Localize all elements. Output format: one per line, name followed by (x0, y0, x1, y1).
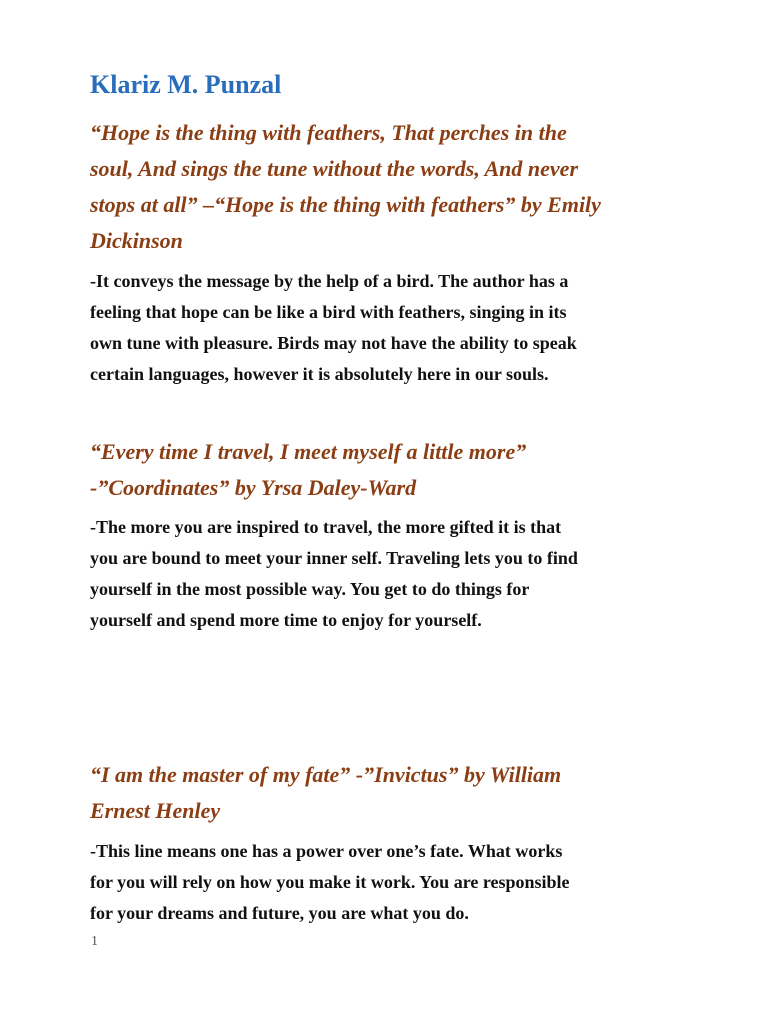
quote-line: -”Coordinates” by Yrsa Daley-Ward (90, 475, 417, 500)
commentary-line: certain languages, however it is absolutely here in our souls. (90, 364, 549, 384)
commentary-line: -It conveys the message by the help of a bird. The author has a (90, 271, 569, 291)
commentary-line: for you will rely on how you make it work. You are responsible (90, 872, 570, 892)
quote-line: “Hope is the thing with feathers, That perches in the (90, 120, 567, 145)
quote-line: stops at all” –“Hope is the thing with feathers” by Emily (90, 192, 601, 217)
commentary-line: feeling that hope can be like a bird with feathers, singing in its (90, 302, 567, 322)
quote-line: Ernest Henley (90, 798, 221, 823)
commentary-line: you are bound to meet your inner self. Traveling lets you to find (90, 548, 578, 568)
commentary-line: yourself in the most possible way. You get to do things for (90, 579, 530, 599)
commentary-line: yourself and spend more time to enjoy for yourself. (90, 610, 482, 630)
quote-line: “I am the master of my fate” -”Invictus” by William (90, 762, 562, 787)
quote-3 (90, 757, 561, 829)
commentary-line: for your dreams and future, you are what you do. (90, 903, 469, 923)
quote-1 (90, 115, 601, 259)
commentary-3 (90, 836, 570, 929)
page-number: 1 (91, 934, 98, 949)
commentary-line: own tune with pleasure. Birds may not have the ability to speak (90, 333, 577, 353)
quote-2 (90, 434, 526, 506)
commentary-2 (90, 512, 578, 636)
commentary-line: -The more you are inspired to travel, the more gifted it is that (90, 517, 562, 537)
quote-line: “Every time I travel, I meet myself a little more” (90, 439, 527, 464)
quote-line: Dickinson (90, 228, 183, 253)
commentary-line: -This line means one has a power over one’s fate. What works (90, 841, 563, 861)
quote-line: soul, And sings the tune without the words, And never (90, 156, 579, 181)
author-name: Klariz M. Punzal (90, 70, 282, 99)
commentary-1 (90, 266, 577, 390)
